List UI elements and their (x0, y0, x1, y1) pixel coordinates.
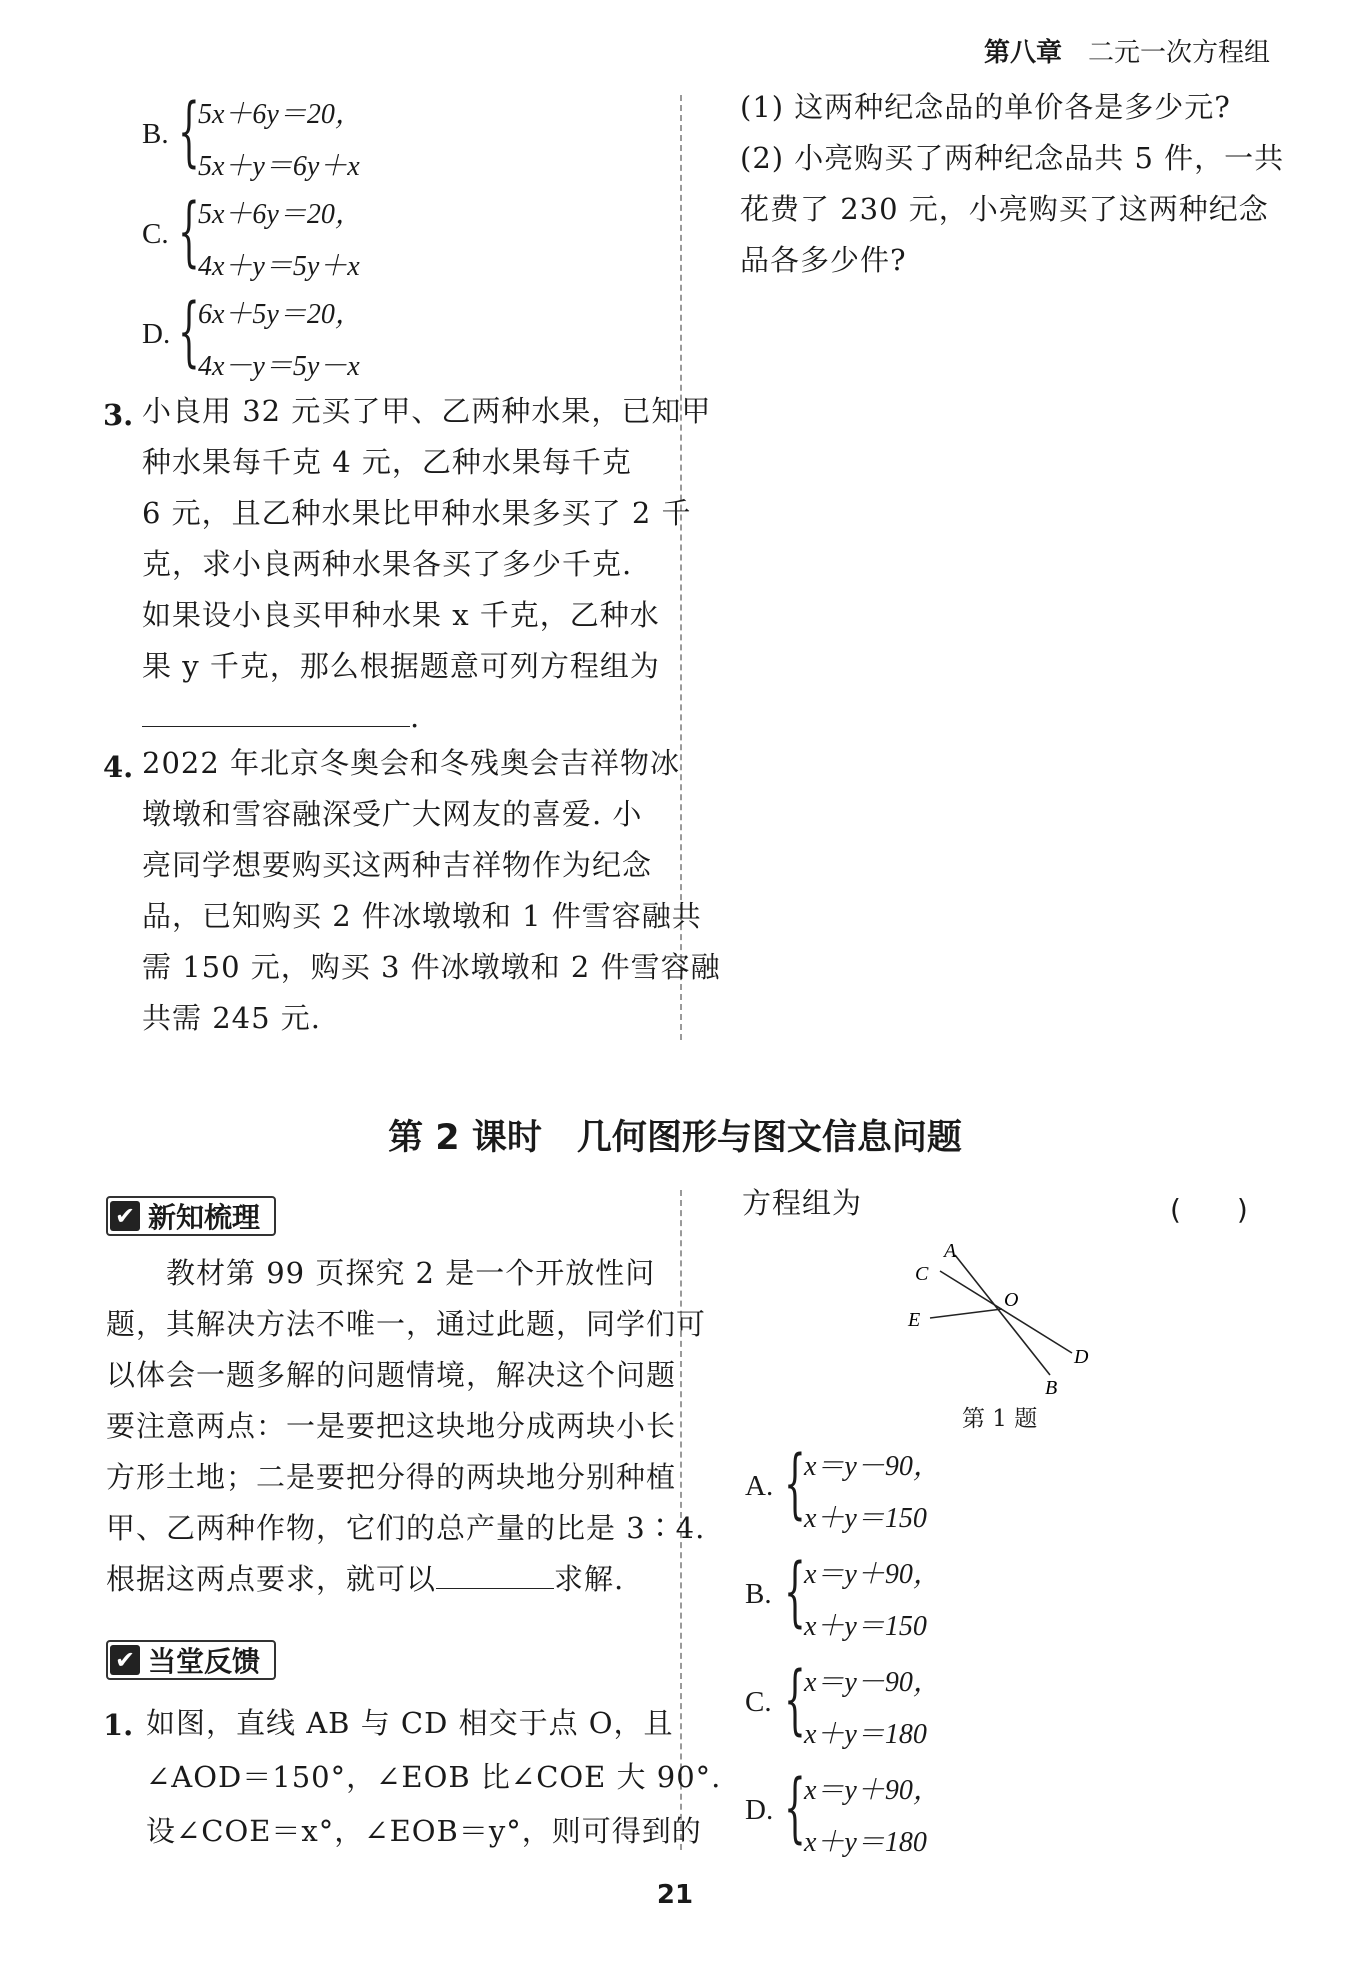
text-line: 2022 年北京冬奥会和冬残奥会吉祥物冰 (142, 746, 681, 780)
text-line: (1) 这两种纪念品的单价各是多少元? (740, 90, 1231, 124)
text-line: 方形土地；二是要把分得的两块地分别种植 (106, 1460, 677, 1494)
question-1-stem-end: 方程组为 (742, 1186, 863, 1220)
equation-1: 5x＋6y＝20， (198, 199, 363, 230)
question-1-text (146, 1696, 721, 1858)
text-line: (2) 小亮购买了两种纪念品共 5 件，一共 (740, 141, 1285, 175)
section-title: 第 2 课时 几何图形与图文信息问题 (388, 1118, 962, 1158)
text-line: 果 y 千克，那么根据题意可列方程组为 (142, 649, 660, 683)
answer-blank[interactable] (142, 696, 410, 727)
answer-blank[interactable] (436, 1558, 554, 1589)
answer-paren[interactable]: ( ) (1170, 1193, 1248, 1226)
equation-1: 5x＋6y＝20， (198, 99, 363, 130)
brace-icon: { (784, 1654, 806, 1743)
section-tag-class-feedback (106, 1640, 276, 1680)
brace-icon: { (178, 186, 200, 275)
equation-2: 4x－y＝5y－x (198, 351, 360, 382)
text-line: 亮同学想要购买这两种吉祥物作为纪念 (142, 848, 653, 882)
equation-2: x＋y＝180 (804, 1719, 927, 1750)
brace-icon: { (178, 86, 200, 175)
option-label: D. (745, 1794, 774, 1826)
option-label: C. (745, 1686, 772, 1718)
equation-2: 4x＋y＝5y＋x (198, 251, 360, 282)
option-label: B. (745, 1578, 772, 1610)
ray-oe (930, 1309, 1002, 1318)
question-4-text (142, 738, 721, 1044)
point-o-label: O (1004, 1289, 1019, 1311)
text-end: 求解. (554, 1562, 625, 1596)
angle-figure (900, 1235, 1120, 1400)
text-line: 品，已知购买 2 件冰墩墩和 1 件雪容融共 (142, 899, 702, 933)
text-line: 克，求小良两种水果各买了多少千克. (142, 547, 633, 581)
text-line: 要注意两点：一是要把这块地分成两块小长 (106, 1409, 677, 1443)
point-c-label: C (915, 1263, 929, 1285)
question-4-subparts (740, 82, 1284, 286)
page-header (984, 32, 1270, 69)
brace-icon: { (784, 1762, 806, 1851)
option-label: B. (142, 118, 169, 150)
text-line: ∠AOD＝150°，∠EOB 比∠COE 大 90°. (146, 1760, 722, 1794)
text-end: . (410, 700, 421, 734)
text-line: 如果设小良买甲种水果 x 千克，乙种水 (142, 598, 660, 632)
option-label: A. (745, 1470, 774, 1502)
line-ab (955, 1255, 1050, 1375)
text-line: 甲、乙两种作物，它们的总产量的比是 3∶4. (106, 1511, 706, 1545)
text-line: 共需 245 元. (142, 1001, 322, 1035)
line-cd (940, 1271, 1072, 1353)
point-e-label: E (908, 1309, 921, 1331)
text-line: 以体会一题多解的问题情境，解决这个问题 (106, 1358, 677, 1392)
equation-1: 6x＋5y＝20， (198, 299, 363, 330)
tag-label: 新知梳理 (148, 1201, 261, 1234)
text-line: 墩墩和雪容融深受广大网友的喜爱. 小 (142, 797, 643, 831)
question-4-number: 4. (103, 750, 134, 784)
equation-1: x＝y－90， (804, 1451, 941, 1482)
point-a-label: A (944, 1240, 957, 1262)
equation-1: x＝y－90， (804, 1667, 941, 1698)
text-line: 设∠COE＝x°，∠EOB＝y°，则可得到的 (146, 1814, 702, 1848)
text-line: 品各多少件? (740, 243, 907, 277)
equation-2: x＋y＝150 (804, 1503, 927, 1534)
section-tag-new-knowledge (106, 1196, 276, 1236)
page-number: 21 (656, 1880, 694, 1910)
equation-1: x＝y＋90， (804, 1775, 941, 1806)
question-3-text (142, 386, 711, 743)
point-b-label: B (1045, 1377, 1058, 1399)
chapter-title: 二元一次方程组 (1087, 38, 1270, 68)
equation-2: x＋y＝180 (804, 1827, 927, 1858)
equation-1: x＝y＋90， (804, 1559, 941, 1590)
option-label: D. (142, 318, 171, 350)
equation-2: 5x＋y＝6y＋x (198, 151, 360, 182)
brace-icon: { (784, 1438, 806, 1527)
text-line: 6 元，且乙种水果比甲种水果多买了 2 千 (142, 496, 692, 530)
intro-paragraph (106, 1248, 706, 1605)
brace-icon: { (178, 286, 200, 375)
text-line: 根据这两点要求，就可以 (106, 1562, 437, 1596)
text-line: 题，其解决方法不唯一，通过此题，同学们可 (106, 1307, 707, 1341)
tag-label: 当堂反馈 (148, 1645, 261, 1678)
text-line: 教材第 99 页探究 2 是一个开放性问 (166, 1256, 656, 1290)
point-d-label: D (1074, 1346, 1089, 1368)
text-line: 花费了 230 元，小亮购买了这两种纪念 (740, 192, 1269, 226)
equation-2: x＋y＝150 (804, 1611, 927, 1642)
option-label: C. (142, 218, 169, 250)
text-line: 小良用 32 元买了甲、乙两种水果，已知甲 (142, 394, 712, 428)
figure-caption: 第 1 题 (962, 1406, 1038, 1432)
question-1-number: 1. (103, 1708, 134, 1742)
brace-icon: { (784, 1546, 806, 1635)
question-3-number: 3. (103, 398, 134, 432)
checkbox-icon: ✔ (110, 1201, 140, 1231)
text-line: 需 150 元，购买 3 件冰墩墩和 2 件雪容融 (142, 950, 721, 984)
chapter-label: 第八章 (983, 38, 1062, 68)
checkbox-icon: ✔ (110, 1645, 140, 1675)
text-line: 如图，直线 AB 与 CD 相交于点 O，且 (146, 1706, 674, 1740)
text-line: 种水果每千克 4 元，乙种水果每千克 (142, 445, 632, 479)
